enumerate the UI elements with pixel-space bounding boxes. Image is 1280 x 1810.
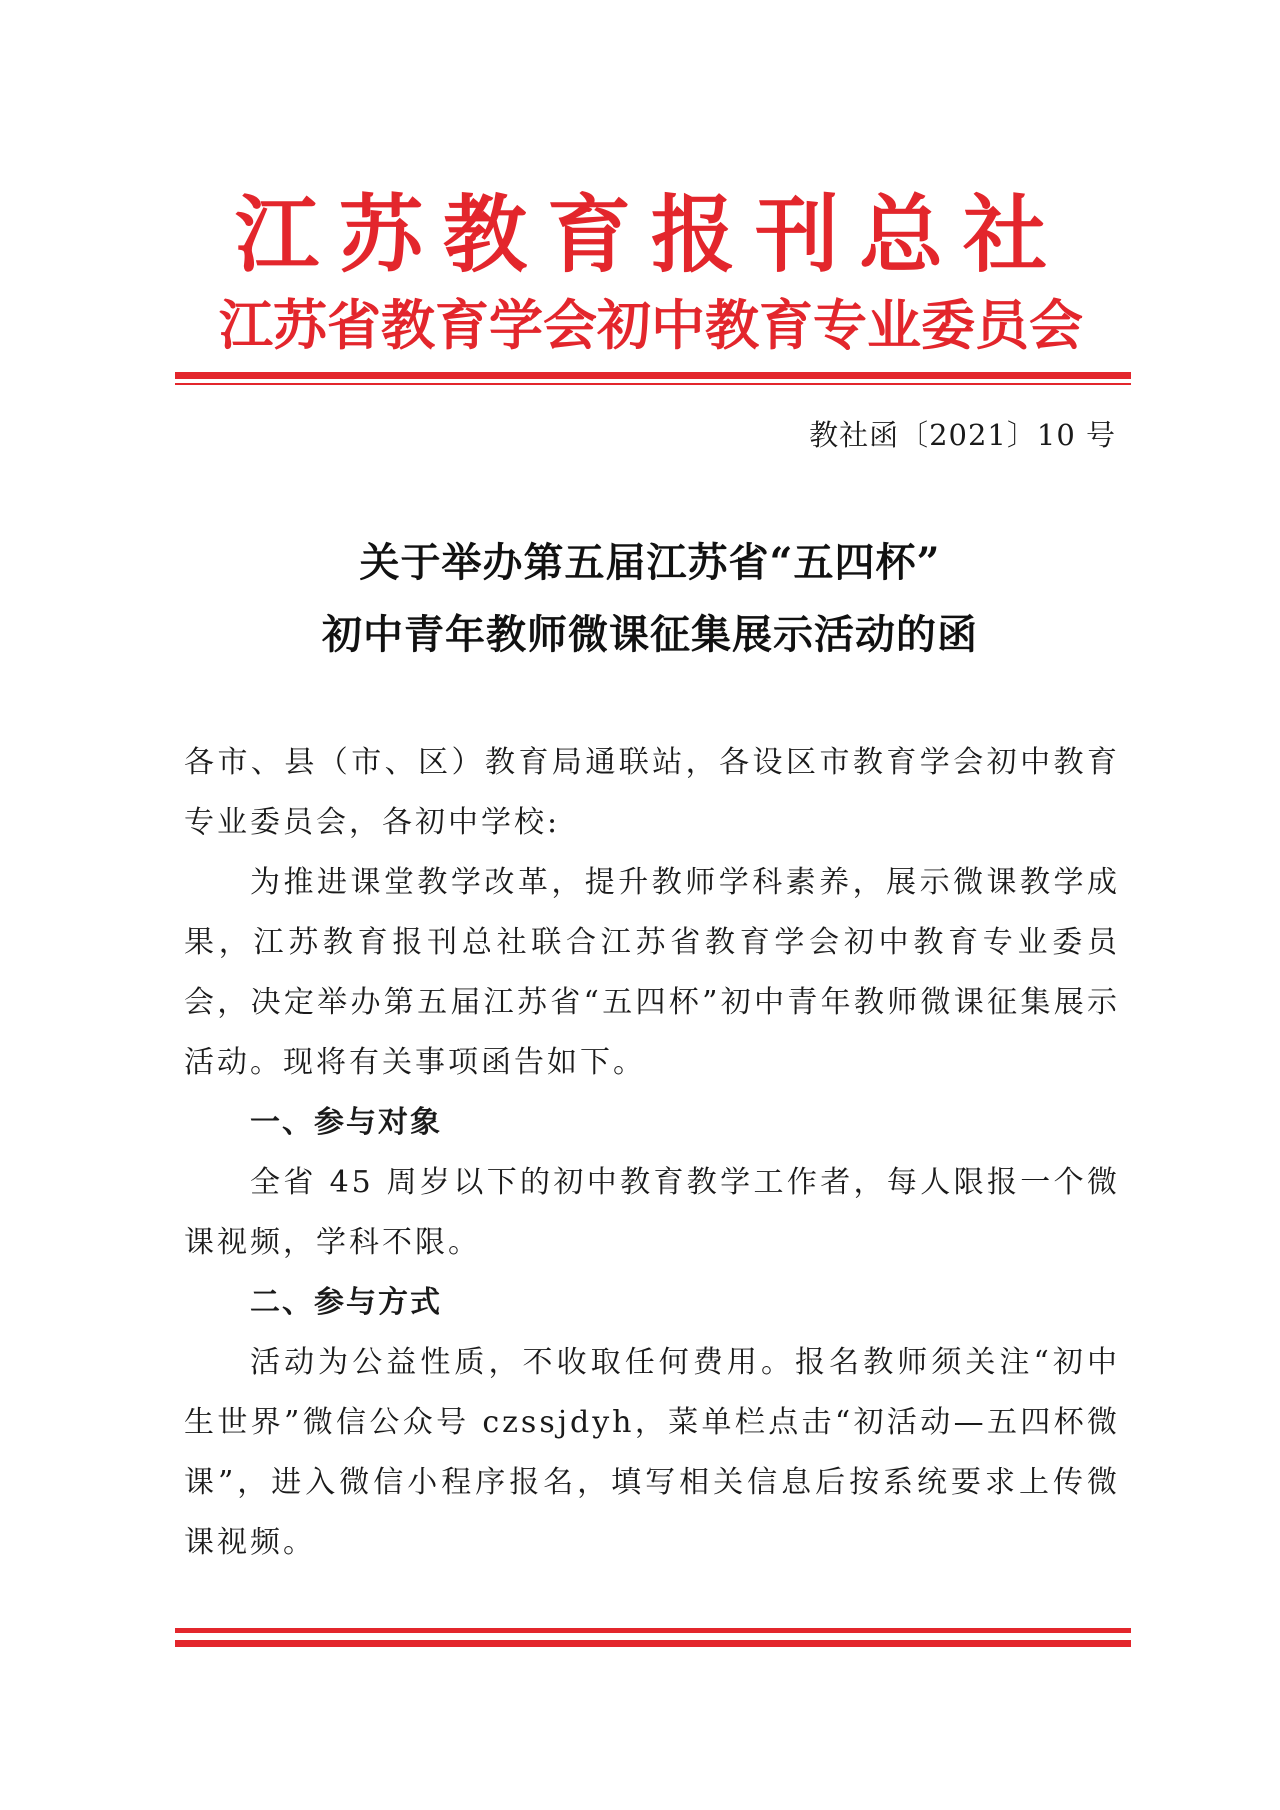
section-1-heading: 一、参与对象	[250, 1105, 442, 1140]
header-rule-thick	[175, 372, 1131, 379]
salutation: 各市、县（市、区）教育局通联站，各设区市教育学会初中教育专业委员会，各初中学校:	[184, 745, 1120, 840]
masthead-committee: 江苏省教育学会初中教育专业委员会	[219, 294, 1083, 357]
footer-rule-thin	[175, 1628, 1131, 1633]
section-2-heading: 二、参与方式	[250, 1285, 442, 1320]
section-1-paragraph: 全省 45 周岁以下的初中教育教学工作者，每人限报一个微课视频，学科不限。	[184, 1165, 1120, 1260]
document-title-line-2: 初中青年教师微课征集展示活动的函	[322, 611, 978, 658]
intro-paragraph: 为推进课堂教学改革，提升教师学科素养，展示微课教学成果，江苏教育报刊总社联合江苏省教育学会初中教育专业委员会，决定举办第五届江苏省“五四杯”初中青年教师微课征集展示活动。现将有关事项函告如下。	[184, 865, 1120, 1080]
section-2-paragraph: 活动为公益性质，不收取任何费用。报名教师须关注“初中生世界”微信公众号 czssjdyh，菜单栏点击“初活动—五四杯微课”，进入微信小程序报名，填写相关信息后按系统要求上传微课视频。	[184, 1345, 1120, 1560]
document-body	[184, 733, 1120, 1573]
document-title-line-1: 关于举办第五届江苏省“五四杯”	[359, 539, 941, 586]
masthead-publisher: 江苏教育报刊总社	[234, 186, 1067, 284]
header-rule-thin	[175, 383, 1131, 385]
document-number: 教社函〔2021〕10 号	[809, 418, 1116, 452]
footer-rule-thick	[175, 1640, 1131, 1647]
